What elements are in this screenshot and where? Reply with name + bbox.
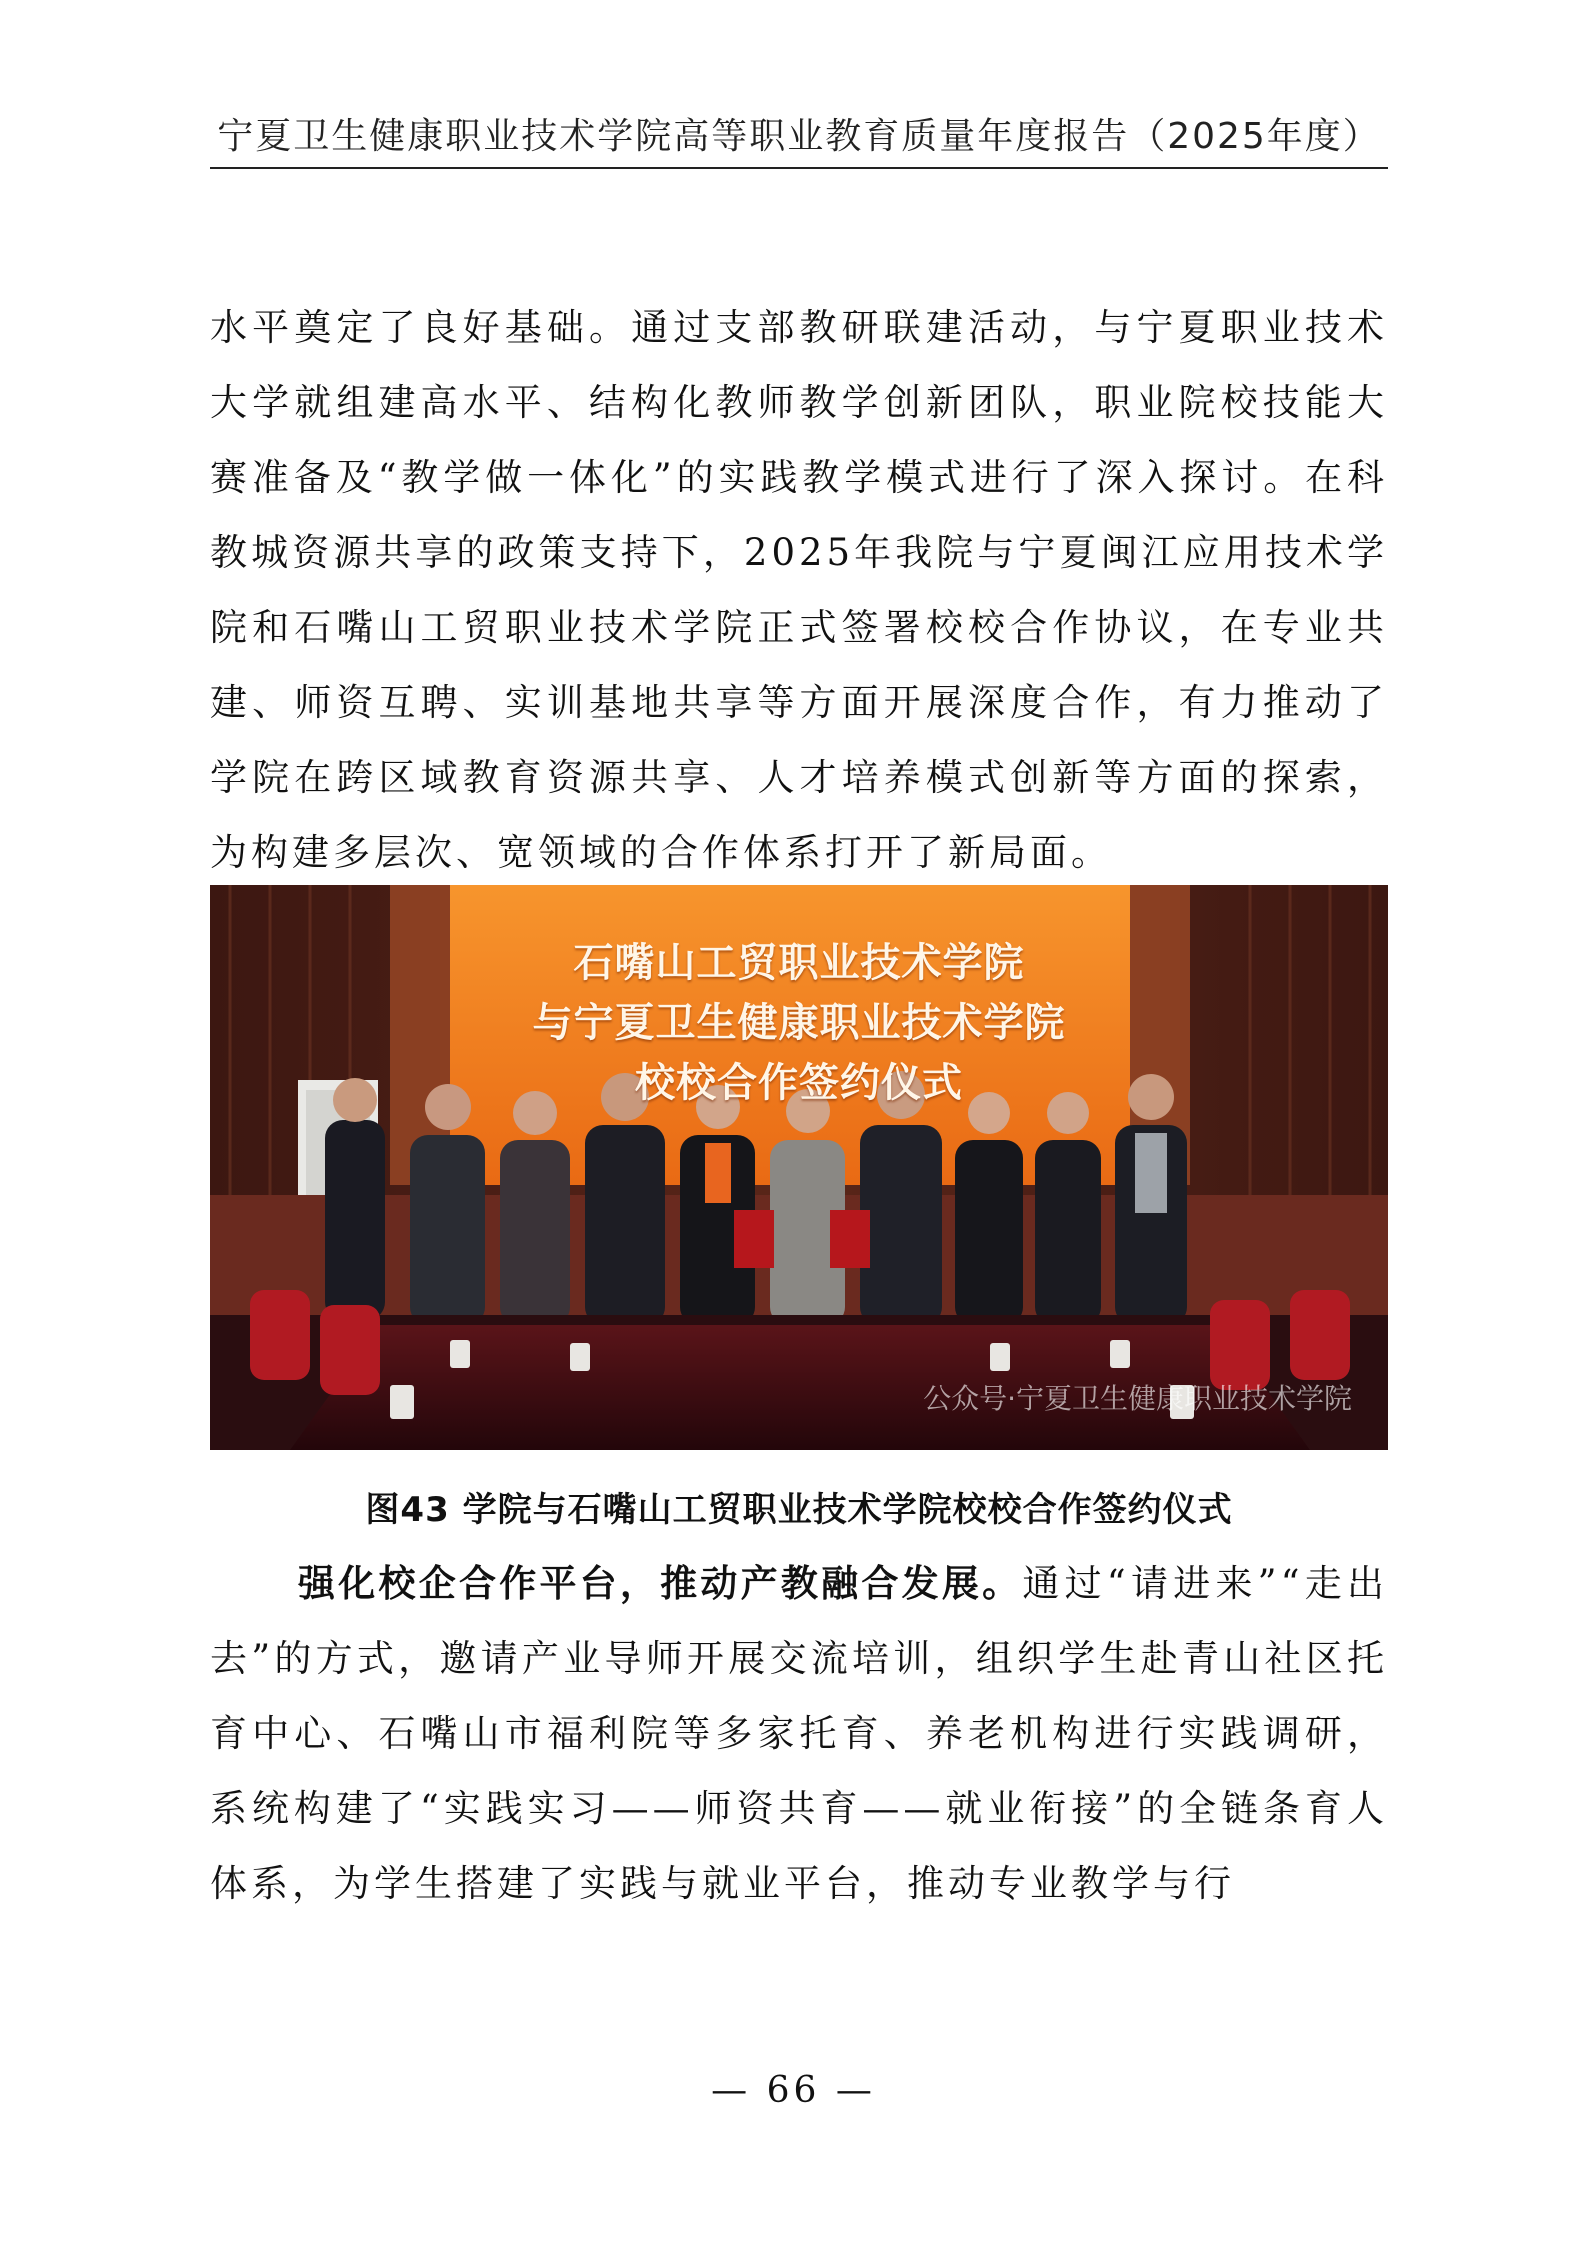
banner-line-1: 石嘴山工贸职业技术学院	[573, 940, 1025, 986]
paragraph-2-lead: 强化校企合作平台，推动产教融合发展。	[298, 1562, 1023, 1605]
banner-line-3: 校校合作签约仪式	[635, 1060, 963, 1106]
paragraph-1: 水平奠定了良好基础。通过支部教研联建活动，与宁夏职业技术大学就组建高水平、结构化教师教学创新团队，职业院校技能大赛准备及“教学做一体化”的实践教学模式进行了深入探讨。在科教城资源共享的政策支持下，2025年我院与宁夏闽江应用技术学院和石嘴山工贸职业技术学院正式签署校校合作协议，在专业共建、师资互聘、实训基地共享等方面开展深度合作，有力推动了学院在跨区域教育资源共享、人才培养模式创新等方面的探索，为构建多层次、宽领域的合作体系打开了新局面。	[210, 306, 1388, 874]
signing-ceremony-photo	[210, 885, 1388, 1450]
figure-caption: 图43 学院与石嘴山工贸职业技术学院校校合作签约仪式	[365, 1490, 1233, 1530]
paragraph-2-text: 通过“请进来”“走出去”的方式，邀请产业导师开展交流培训，组织学生赴青山社区托育中心、石嘴山市福利院等多家托育、养老机构进行实践调研，系统构建了“实践实习——师资共育——就业衔接”的全链条育人体系，为学生搭建了实践与就业平台，推动专业教学与行	[210, 1562, 1388, 1905]
page-number: — 66 —	[711, 2070, 876, 2111]
paragraph-2	[210, 1546, 1388, 1921]
photo-watermark: 公众号·宁夏卫生健康职业技术学院	[923, 1382, 1352, 1415]
running-header: 宁夏卫生健康职业技术学院高等职业教育质量年度报告（2025年度）	[217, 116, 1381, 157]
header-rule	[210, 167, 1388, 169]
banner-line-2: 与宁夏卫生健康职业技术学院	[532, 1000, 1066, 1046]
